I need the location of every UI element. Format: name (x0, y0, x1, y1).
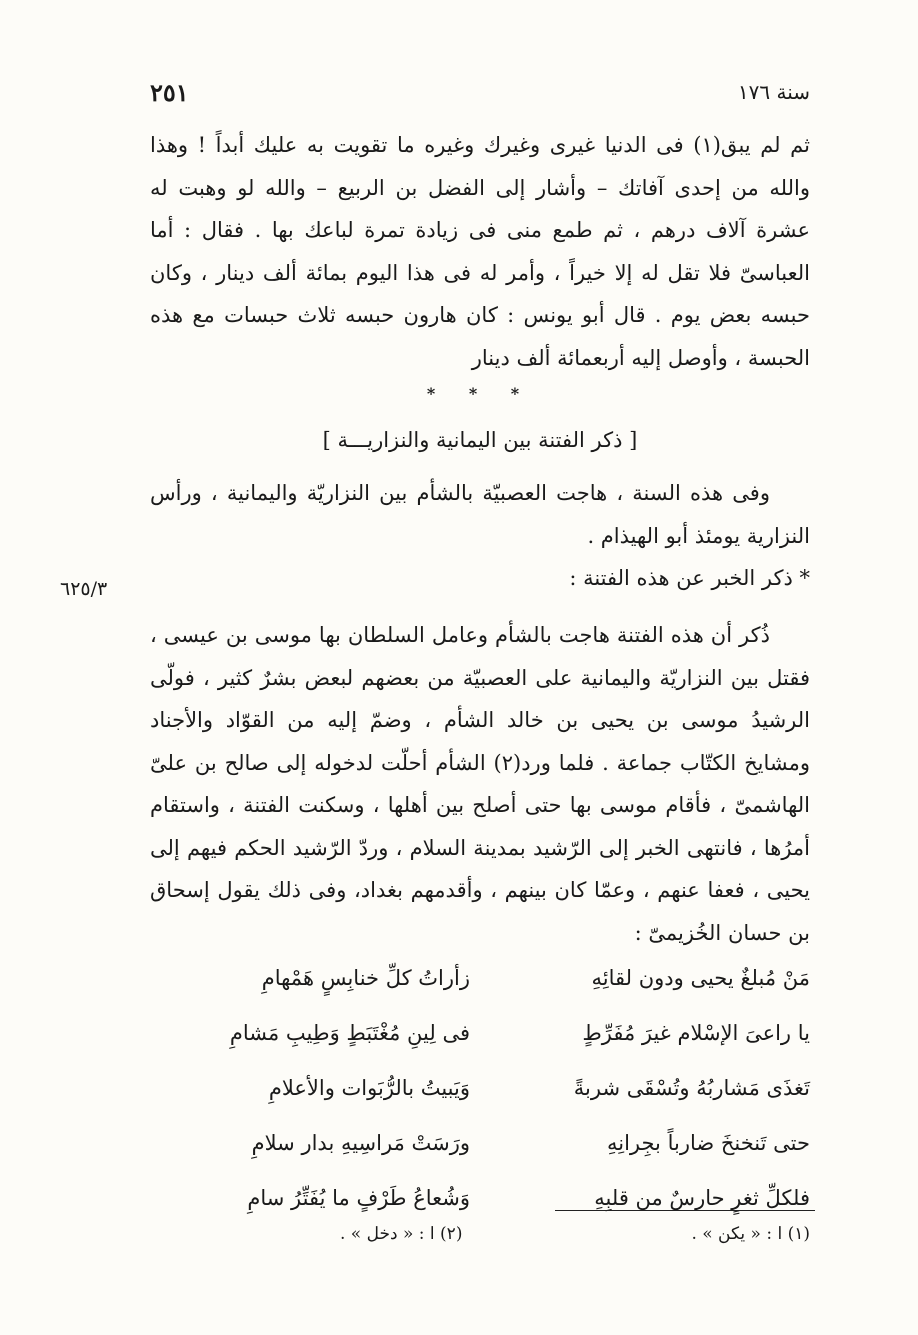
hemistich-first: فلكلِّ ثغرٍ حارسٌ من قلبِهِ (594, 1186, 810, 1210)
year-heading: سنة ١٧٦ (737, 80, 810, 104)
hemistich-second: زأراتُ كلِّ خنابِسٍ هَمْهامِ (261, 966, 470, 990)
poem (170, 958, 810, 1233)
footnote-1: (١) ا : « يكن » . (691, 1224, 810, 1244)
footnote-rule (555, 1210, 815, 1211)
hemistich-first: يا راعىَ الإسْلام غيرَ مُفَرِّطٍ (582, 1021, 810, 1045)
footnotes (340, 1224, 810, 1244)
hemistich-first: حتى تَنخنخَ ضارباً بجِرانِهِ (606, 1131, 810, 1155)
section-title: [ ذكر الفتنة بين اليمانية والنزاريـــة ] (322, 428, 638, 452)
paragraph-narrative: ذُكر أن هذه الفتنة هاجت بالشأم وعامل السلطان بها موسى بن عيسى ، فقتل بين النزاريّة واليمانية على العصبيّة من بعضهم لبعض بشرٌ كثير ، فولّى الرشيدُ موسى بن يحيى بن خالد الشأم ، وضمّ إليه من القوّاد والأجناد ومشايخ الكتّاب جماعة . فلما ورد(٢) الشأم أحلّت لدخوله إلى صالح بن علىّ الهاشمىّ ، فأقام موسى بها حتى أصلح بين أهلها ، وسكنت الفتنة ، واستقام أمرُها ، فانتهى الخبر إلى الرّشيد بمدينة السلام ، وردّ الرّشيد الحكم فيهم إلى يحيى ، فعفا عنهم ، وعمّا كان بينهم ، وأقدمهم بغداد، وفى ذلك يقول إسحاق بن حسان الخُزيمىّ : (150, 623, 810, 945)
hemistich-second: وَشُعاعُ طَرْفٍ ما يُفَتِّرُ سامِ (247, 1186, 470, 1210)
poem-verse (170, 1068, 810, 1123)
poem-verse (170, 1013, 810, 1068)
page-number: ٢٥١ (150, 78, 189, 107)
hemistich-second: وَيَبيتُ بالرُّبَوات والأعلامِ (268, 1076, 470, 1100)
hemistich-second: فى لِينِ مُغْتَبَطٍ وَطِيبِ مَشامِ (229, 1021, 470, 1045)
margin-reference: ٦٢٥/٣ (60, 578, 108, 600)
poem-verse (170, 958, 810, 1013)
poem-verse (170, 1123, 810, 1178)
hemistich-first: مَنْ مُبلغٌ يحيى ودون لقائِهِ (591, 966, 810, 990)
subheading: * ذكر الخبر عن هذه الفتنة : (569, 566, 810, 590)
hemistich-second: ورَسَتْ مَراسِيهِ بدار سلامِ (251, 1131, 470, 1155)
section-separator: * * * (426, 384, 534, 403)
paragraph-intro: وفى هذه السنة ، هاجت العصبيّة بالشأم بين النزاريّة واليمانية ، ورأس النزارية يومئذ أبو الهيذام . (150, 481, 810, 548)
running-header (150, 78, 810, 114)
footnote-2: (٢) ا : « دخل » . (340, 1224, 463, 1244)
hemistich-first: تَغذَى مَشاربُهُ وتُسْقَى شربةً (573, 1076, 810, 1100)
paragraph-opening: ثم لم يبق(١) فى الدنيا غيرى وغيرك وغيره ما تقويت به عليك أبداً ! وهذا والله من إحدى آفاتك – وأشار إلى الفضل بن الربيع – والله لو وهبت له عشرة آلاف درهم ، ثم طمع منى فى زيادة تمرة لباعك بها . فقال : أما العباسىّ فلا تقل له إلا خيراً ، وأمر له فى هذا اليوم بمائة ألف دينار ، وكان حبسه بعض يوم . قال أبو يونس : كان هارون حبسه ثلاث حبسات مع هذه الحبسة ، وأوصل إليه أربعمائة ألف دينار (150, 133, 810, 370)
